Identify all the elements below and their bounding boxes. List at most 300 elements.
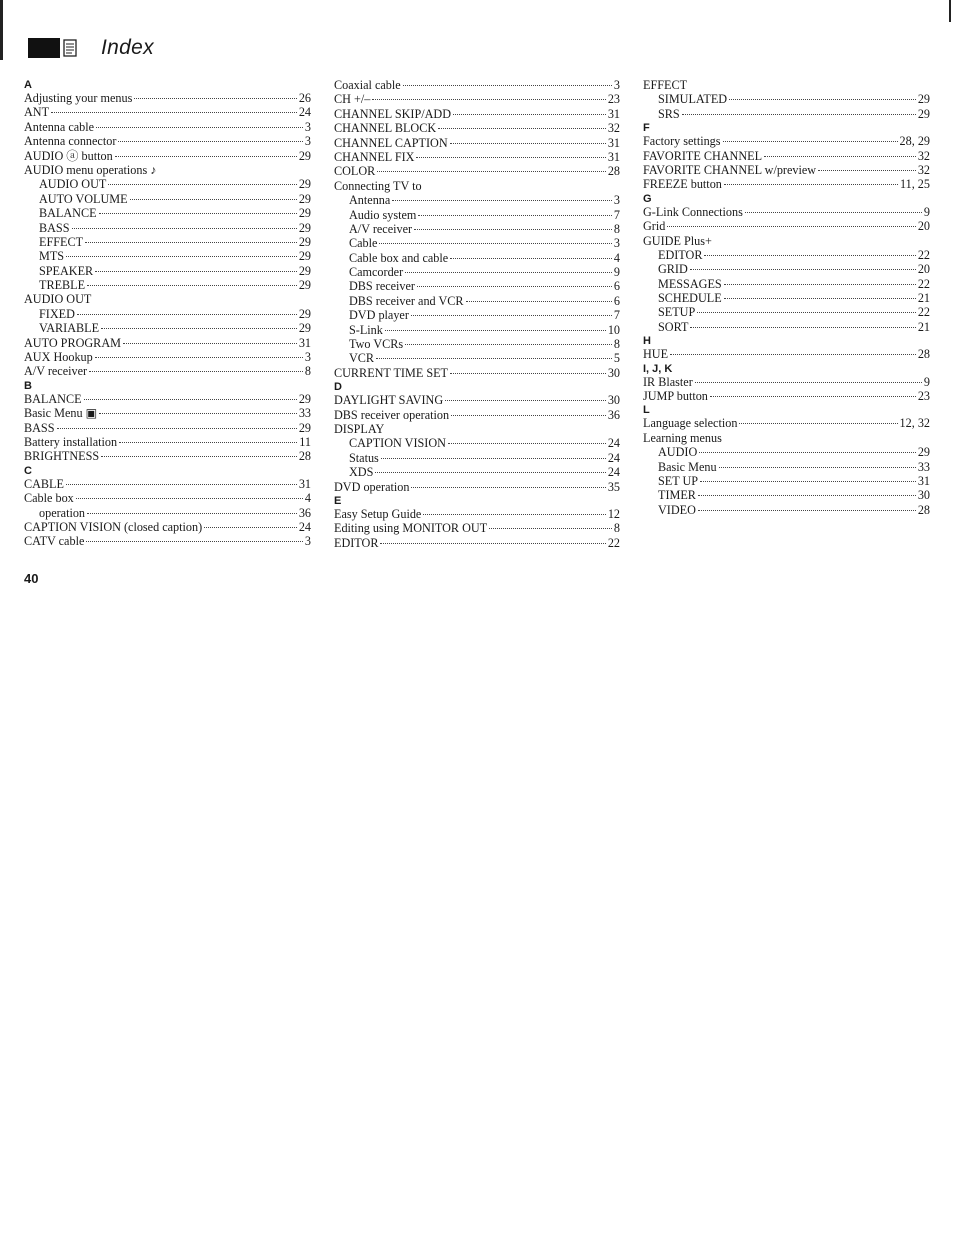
index-entry — [334, 393, 620, 407]
dot-leader — [119, 442, 297, 443]
dot-leader — [417, 286, 612, 287]
index-entry — [643, 416, 930, 430]
entry-page-number: 12, 32 — [899, 416, 930, 431]
dot-leader — [57, 428, 297, 429]
index-entry — [24, 149, 311, 163]
entry-label: SIMULATED — [658, 92, 728, 107]
index-entry — [334, 366, 620, 380]
entry-page-number: 28 — [298, 449, 311, 464]
index-header — [28, 33, 154, 63]
entry-label: CAPTION VISION (closed caption) — [24, 519, 203, 534]
dot-leader — [99, 413, 297, 414]
index-subentry — [643, 248, 930, 262]
dot-leader — [99, 213, 297, 214]
entry-label: BALANCE — [39, 206, 97, 221]
entry-label: DBS receiver — [349, 279, 415, 294]
entry-page-number: 26 — [298, 91, 311, 105]
entry-label: Camcorder — [349, 265, 404, 280]
index-entry — [643, 205, 930, 219]
entry-label: FAVORITE CHANNEL — [643, 148, 763, 163]
index-subentry — [643, 291, 930, 305]
entry-label: operation — [39, 505, 86, 520]
entry-page-number: 22 — [607, 535, 620, 550]
index-entry — [24, 91, 311, 105]
entry-label: Cable box and cable — [349, 250, 449, 265]
entry-label: CHANNEL CAPTION — [334, 135, 448, 150]
entry-label: FREEZE button — [643, 177, 722, 192]
entry-page-number: 9 — [923, 374, 930, 389]
dot-leader — [729, 99, 916, 100]
index-subentry — [643, 460, 930, 474]
entry-label: JUMP button — [643, 389, 708, 404]
entry-label: Audio system — [349, 207, 417, 222]
entry-page-number: 28 — [917, 502, 930, 517]
entry-page-number: 10 — [607, 322, 620, 337]
index-entry — [334, 136, 620, 150]
dot-leader — [451, 415, 606, 416]
entry-label: BASS — [39, 220, 70, 235]
index-entry — [24, 491, 311, 505]
entry-label: S-Link — [349, 322, 383, 337]
entry-label: ANT — [24, 105, 50, 120]
index-subentry — [643, 445, 930, 459]
entry-page-number: 22 — [917, 276, 930, 291]
dot-leader — [445, 400, 606, 401]
index-entry — [643, 149, 930, 163]
index-entry — [24, 449, 311, 463]
section-letter-heading: A — [24, 79, 32, 91]
entry-label: EFFECT — [39, 234, 84, 249]
dot-leader — [72, 228, 297, 229]
entry-label: MTS — [39, 249, 65, 264]
entry-label: AUDIO OUT — [24, 292, 92, 307]
entry-label: SRS — [658, 106, 680, 121]
dot-leader — [385, 330, 606, 331]
dot-leader — [698, 495, 916, 496]
entry-page-number: 4 — [304, 491, 311, 506]
dot-leader — [418, 215, 612, 216]
entry-page-number: 29 — [917, 92, 930, 107]
entry-page-number: 20 — [917, 219, 930, 234]
dot-leader — [745, 212, 922, 213]
index-column-2 — [334, 78, 620, 550]
dot-leader — [453, 114, 606, 115]
entry-page-number: 31 — [298, 476, 311, 491]
entry-label: VARIABLE — [39, 321, 100, 336]
entry-label: Battery installation — [24, 434, 118, 449]
index-subentry — [643, 305, 930, 319]
index-subentry — [643, 262, 930, 276]
index-entry — [334, 78, 620, 92]
entry-page-number: 29 — [298, 148, 311, 163]
entry-page-number: 7 — [613, 308, 620, 323]
index-subentry — [643, 320, 930, 334]
dot-leader — [405, 344, 612, 345]
index-entry — [643, 134, 930, 148]
index-entry — [643, 389, 930, 403]
entry-page-number: 9 — [613, 265, 620, 280]
entry-label: COLOR — [334, 164, 376, 179]
entry-page-number: 30 — [917, 488, 930, 503]
index-entry — [24, 406, 311, 420]
dot-leader — [698, 510, 916, 511]
entry-label: FAVORITE CHANNEL w/preview — [643, 162, 817, 177]
dot-leader — [76, 498, 303, 499]
index-entry — [334, 408, 620, 422]
index-entry — [643, 163, 930, 177]
entry-page-number: 12 — [607, 506, 620, 521]
entry-label: Status — [349, 450, 379, 465]
entry-label: SET UP — [658, 473, 699, 488]
entry-page-number: 3 — [304, 134, 311, 149]
entry-page-number: 29 — [298, 249, 311, 264]
entry-page-number: 29 — [298, 234, 311, 249]
dot-leader — [414, 229, 612, 230]
dot-leader — [438, 128, 606, 129]
entry-page-number: 3 — [613, 78, 620, 92]
dot-leader — [489, 528, 612, 529]
section-tab-block — [28, 38, 60, 58]
entry-label: AUDIO — [658, 445, 698, 460]
index-entry — [24, 163, 311, 177]
entry-label: Antenna connector — [24, 134, 117, 149]
dot-leader — [95, 357, 303, 358]
dot-leader — [710, 396, 916, 397]
index-subentry — [334, 222, 620, 236]
index-subentry — [334, 265, 620, 279]
dot-leader — [724, 298, 916, 299]
entry-page-number: 32 — [917, 162, 930, 177]
index-entry — [24, 105, 311, 119]
entry-page-number: 21 — [917, 291, 930, 306]
entry-label: CHANNEL BLOCK — [334, 121, 437, 136]
index-subentry — [643, 107, 930, 121]
index-entry — [643, 375, 930, 389]
entry-page-number: 33 — [298, 406, 311, 421]
index-entry — [24, 435, 311, 449]
dot-leader — [724, 184, 898, 185]
entry-page-number: 32 — [607, 121, 620, 136]
dot-leader — [699, 452, 916, 453]
dot-leader — [423, 514, 605, 515]
entry-page-number: 29 — [298, 391, 311, 406]
index-subentry — [334, 465, 620, 479]
index-subentry — [24, 278, 311, 292]
entry-page-number: 29 — [298, 191, 311, 206]
index-subentry — [24, 177, 311, 191]
entry-page-number: 32 — [917, 148, 930, 163]
entry-label: DBS receiver and VCR — [349, 293, 464, 308]
entry-label: IR Blaster — [643, 374, 693, 389]
entry-page-number: 7 — [613, 207, 620, 222]
entry-page-number: 8 — [613, 521, 620, 536]
entry-page-number: 29 — [298, 278, 311, 293]
entry-page-number: 4 — [613, 250, 620, 265]
index-subentry — [334, 193, 620, 207]
index-entry — [24, 421, 311, 435]
index-subentry — [643, 488, 930, 502]
entry-label: A/V receiver — [24, 364, 88, 379]
entry-label: Language selection — [643, 416, 738, 431]
entry-page-number: 31 — [917, 473, 930, 488]
entry-label: A/V receiver — [349, 221, 413, 236]
entry-page-number: 29 — [298, 220, 311, 235]
entry-page-number: 3 — [613, 193, 620, 208]
index-entry — [24, 392, 311, 406]
dot-leader — [700, 481, 916, 482]
entry-label: CURRENT TIME SET — [334, 365, 448, 380]
entry-label: AUTO PROGRAM — [24, 335, 121, 350]
entry-label: AUDIO menu operations ♪ — [24, 162, 157, 177]
section-letter-heading: H — [643, 335, 651, 348]
entry-label: DAYLIGHT SAVING — [334, 393, 444, 408]
entry-label: SORT — [658, 319, 689, 334]
entry-page-number: 20 — [917, 262, 930, 277]
entry-label: CH +/– — [334, 92, 371, 107]
dot-leader — [450, 143, 606, 144]
index-entry — [643, 177, 930, 191]
entry-page-number: 24 — [607, 450, 620, 465]
entry-label: Coaxial cable — [334, 78, 401, 92]
entry-label: AUTO VOLUME — [39, 191, 128, 206]
index-entry — [643, 219, 930, 233]
index-subentry — [334, 323, 620, 337]
dot-leader — [86, 541, 303, 542]
index-subentry — [24, 321, 311, 335]
dot-leader — [667, 226, 915, 227]
entry-label: AUX Hookup — [24, 350, 93, 365]
dot-leader — [372, 99, 605, 100]
dot-leader — [77, 314, 297, 315]
dot-leader — [764, 156, 916, 157]
dot-leader — [66, 484, 297, 485]
entry-label: CHANNEL FIX — [334, 149, 415, 164]
dot-leader — [403, 85, 612, 86]
dot-leader — [719, 467, 916, 468]
dot-leader — [134, 98, 296, 99]
index-entry — [334, 121, 620, 135]
section-letter-heading: D — [334, 381, 342, 394]
dot-leader — [85, 242, 297, 243]
entry-label: Easy Setup Guide — [334, 506, 422, 521]
index-entry — [334, 150, 620, 164]
index-subentry — [24, 221, 311, 235]
index-entry — [643, 347, 930, 361]
entry-page-number: 22 — [917, 305, 930, 320]
dot-leader — [123, 343, 297, 344]
entry-page-number: 28, 29 — [899, 134, 930, 149]
index-subentry — [334, 279, 620, 293]
dot-leader — [724, 284, 916, 285]
index-entry — [334, 507, 620, 521]
entry-page-number: 5 — [613, 351, 620, 366]
entry-page-number: 29 — [298, 321, 311, 336]
entry-page-number: 21 — [917, 319, 930, 334]
section-letter-heading: F — [643, 122, 650, 135]
dot-leader — [392, 200, 612, 201]
dot-leader — [115, 156, 297, 157]
dot-leader — [101, 456, 297, 457]
dot-leader — [379, 243, 611, 244]
index-column-1 — [24, 78, 311, 549]
index-subentry — [334, 351, 620, 365]
page-edge-mark-right — [949, 0, 951, 22]
index-subentry — [334, 436, 620, 450]
entry-page-number: 8 — [304, 364, 311, 379]
entry-page-number: 29 — [298, 420, 311, 435]
section-letter-heading: E — [334, 494, 342, 507]
dot-leader — [704, 255, 915, 256]
dot-leader — [96, 127, 303, 128]
entry-label: AUDIO ⓐ button — [24, 148, 113, 163]
section-letter-heading: L — [643, 404, 650, 417]
entry-label: Basic Menu — [658, 459, 717, 474]
index-entry — [24, 477, 311, 491]
entry-label: SPEAKER — [39, 263, 94, 278]
index-subentry — [334, 294, 620, 308]
entry-page-number: 29 — [298, 306, 311, 321]
entry-label: Two VCRs — [349, 337, 404, 352]
index-subentry — [643, 474, 930, 488]
dot-leader — [695, 382, 922, 383]
index-entry — [334, 536, 620, 550]
index-subentry — [24, 249, 311, 263]
dot-leader — [416, 157, 605, 158]
entry-page-number: 31 — [607, 149, 620, 164]
entry-page-number: 24 — [298, 105, 311, 120]
dot-leader — [670, 354, 916, 355]
entry-page-number: 24 — [298, 519, 311, 534]
entry-page-number: 3 — [304, 350, 311, 365]
index-subentry — [334, 451, 620, 465]
dot-leader — [690, 269, 916, 270]
index-entry — [24, 520, 311, 534]
entry-page-number: 8 — [613, 221, 620, 236]
dot-leader — [95, 271, 297, 272]
entry-label: Editing using MONITOR OUT — [334, 521, 488, 536]
entry-page-number: 11 — [299, 434, 311, 449]
entry-label: G-Link Connections — [643, 204, 743, 219]
entry-label: AUDIO OUT — [39, 177, 107, 192]
entry-label: CATV cable — [24, 534, 85, 549]
dot-leader — [87, 285, 297, 286]
dot-leader — [411, 487, 605, 488]
entry-page-number: 29 — [298, 206, 311, 221]
entry-label: CHANNEL SKIP/ADD — [334, 106, 452, 121]
entry-label: SCHEDULE — [658, 291, 722, 306]
entry-page-number: 30 — [607, 365, 620, 380]
index-subentry — [334, 251, 620, 265]
dot-leader — [204, 527, 297, 528]
index-entry — [24, 534, 311, 548]
index-entry — [24, 120, 311, 134]
entry-label: DVD operation — [334, 479, 410, 494]
section-letter-heading: I, J, K — [643, 362, 673, 375]
index-subentry — [643, 503, 930, 517]
page-title: Index — [101, 36, 154, 59]
entry-page-number: 29 — [917, 445, 930, 460]
entry-label: GUIDE Plus+ — [643, 233, 712, 248]
entry-page-number: 28 — [607, 164, 620, 179]
entry-page-number: 11, 25 — [899, 177, 930, 192]
index-entry — [24, 364, 311, 378]
entry-page-number: 3 — [304, 119, 311, 134]
entry-label: EFFECT — [643, 78, 688, 92]
index-entry — [24, 134, 311, 148]
index-entry — [643, 431, 930, 445]
index-subentry — [643, 277, 930, 291]
entry-label: HUE — [643, 347, 669, 362]
entry-page-number: 30 — [607, 393, 620, 408]
index-subentry — [334, 236, 620, 250]
entry-page-number: 29 — [298, 263, 311, 278]
entry-label: Basic Menu ▣ — [24, 406, 98, 421]
dot-leader — [411, 315, 612, 316]
entry-label: BASS — [24, 420, 55, 435]
entry-label: Cable — [349, 236, 378, 251]
entry-label: Factory settings — [643, 134, 721, 149]
entry-label: Learning menus — [643, 430, 722, 445]
entry-page-number: 23 — [917, 389, 930, 404]
index-subentry — [334, 337, 620, 351]
dot-leader — [108, 184, 296, 185]
entry-label: VIDEO — [658, 502, 696, 517]
entry-label: XDS — [349, 465, 374, 480]
entry-page-number: 3 — [304, 534, 311, 549]
index-subentry — [24, 192, 311, 206]
dot-leader — [739, 423, 897, 424]
entry-page-number: 28 — [917, 347, 930, 362]
entry-label: DBS receiver operation — [334, 407, 450, 422]
dot-leader — [89, 371, 303, 372]
dot-leader — [723, 141, 898, 142]
dot-leader — [450, 373, 606, 374]
entry-page-number: 8 — [613, 337, 620, 352]
entry-label: TREBLE — [39, 278, 86, 293]
index-entry — [24, 350, 311, 364]
entry-label: VCR — [349, 351, 375, 366]
entry-page-number: 24 — [607, 465, 620, 480]
entry-label: EDITOR — [334, 535, 379, 550]
entry-label: GRID — [658, 262, 688, 277]
entry-label: CABLE — [24, 476, 64, 491]
section-letter-heading: C — [24, 464, 32, 477]
entry-label: EDITOR — [658, 247, 703, 262]
entry-page-number: 33 — [917, 459, 930, 474]
entry-label: Adjusting your menus — [24, 91, 133, 105]
entry-page-number: 36 — [298, 505, 311, 520]
index-subentry — [24, 506, 311, 520]
dot-leader — [682, 114, 916, 115]
index-entry — [643, 78, 930, 92]
dot-leader — [380, 543, 605, 544]
entry-label: FIXED — [39, 306, 75, 321]
dot-leader — [405, 272, 612, 273]
entry-page-number: 35 — [607, 479, 620, 494]
entry-label: Grid — [643, 219, 666, 234]
index-entry — [24, 336, 311, 350]
entry-label: CAPTION VISION — [349, 436, 446, 451]
index-book-icon — [63, 38, 77, 58]
entry-label: Cable box — [24, 491, 74, 506]
entry-page-number: 31 — [607, 135, 620, 150]
index-entry — [334, 521, 620, 535]
section-letter-heading: G — [643, 192, 652, 205]
entry-page-number: 3 — [613, 236, 620, 251]
entry-label: SETUP — [658, 305, 696, 320]
index-entry — [334, 179, 620, 193]
entry-label: BRIGHTNESS — [24, 449, 100, 464]
